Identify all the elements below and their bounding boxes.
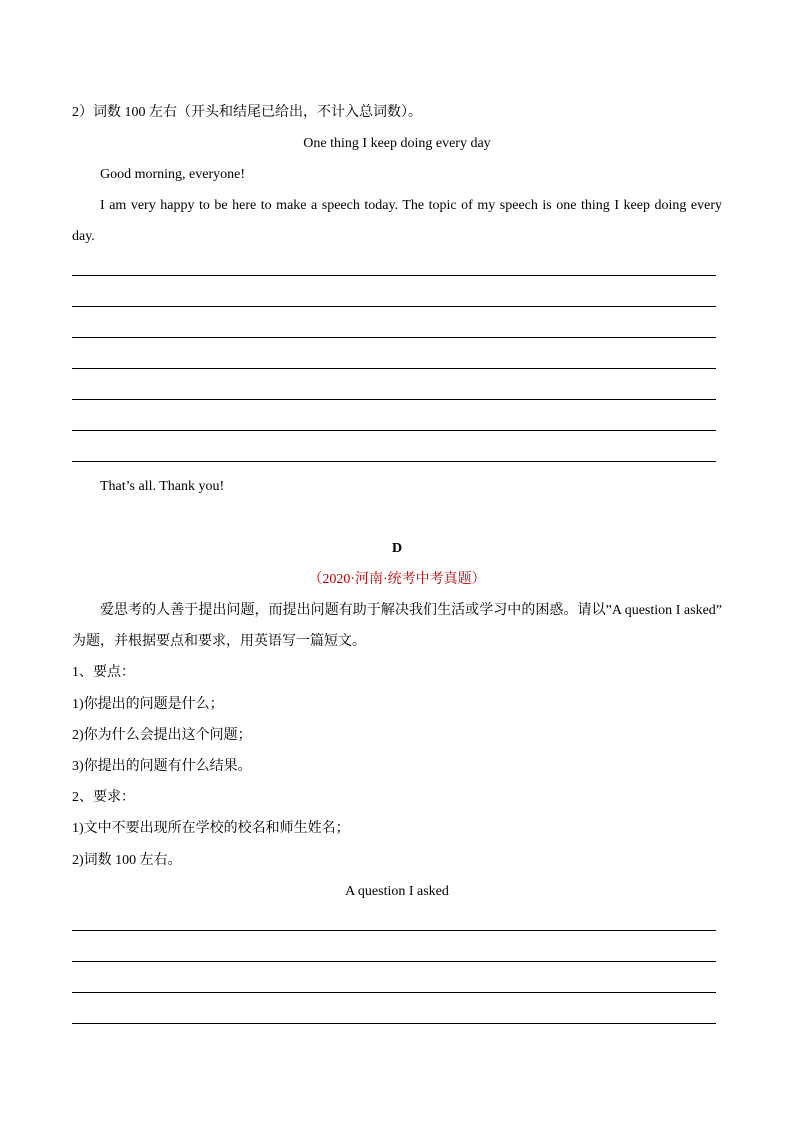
writing-line[interactable] (72, 275, 716, 276)
requirement-word-count: 2）词数 100 左右（开头和结尾已给出，不计入总词数）。 (72, 105, 422, 120)
requirement-2: 2)词数 100 左右。 (72, 853, 182, 868)
points-heading: 1、要点： (72, 665, 135, 680)
speech-opening-line-2: day. (72, 229, 95, 244)
point-1: 1)你提出的问题是什么； (72, 697, 224, 712)
requirement-1: 1)文中不要出现所在学校的校名和师生姓名； (72, 821, 350, 836)
writing-line[interactable] (72, 992, 716, 993)
speech-opening-line-1: I am very happy to be here to make a speech today. The topic of my speech is one thing I keep doing every (100, 198, 722, 213)
point-3: 3)你提出的问题有什么结果。 (72, 759, 252, 774)
essay-title-d: A question I asked (345, 884, 449, 899)
speech-closing: That’s all. Thank you! (100, 479, 225, 494)
speech-greeting: Good morning, everyone! (100, 167, 246, 182)
writing-line[interactable] (72, 399, 716, 400)
writing-line[interactable] (72, 306, 716, 307)
requirements-heading: 2、要求： (72, 790, 135, 805)
prompt-line-1: 爱思考的人善于提出问题，而提出问题有助于解决我们生活或学习中的困惑。请以”A question I asked” (100, 603, 722, 618)
writing-line[interactable] (72, 930, 716, 931)
writing-line[interactable] (72, 961, 716, 962)
writing-line[interactable] (72, 368, 716, 369)
writing-line[interactable] (72, 337, 716, 338)
writing-line[interactable] (72, 430, 716, 431)
section-letter-d: D (391, 541, 403, 556)
writing-line[interactable] (72, 461, 716, 462)
source-label: （2020·河南·统考中考真题） (308, 572, 486, 587)
point-2: 2)你为什么会提出这个问题； (72, 728, 252, 743)
prompt-line-2: 为题，并根据要点和要求，用英语写一篇短文。 (72, 634, 366, 649)
writing-line[interactable] (72, 1023, 716, 1024)
essay-title-c: One thing I keep doing every day (303, 136, 491, 151)
